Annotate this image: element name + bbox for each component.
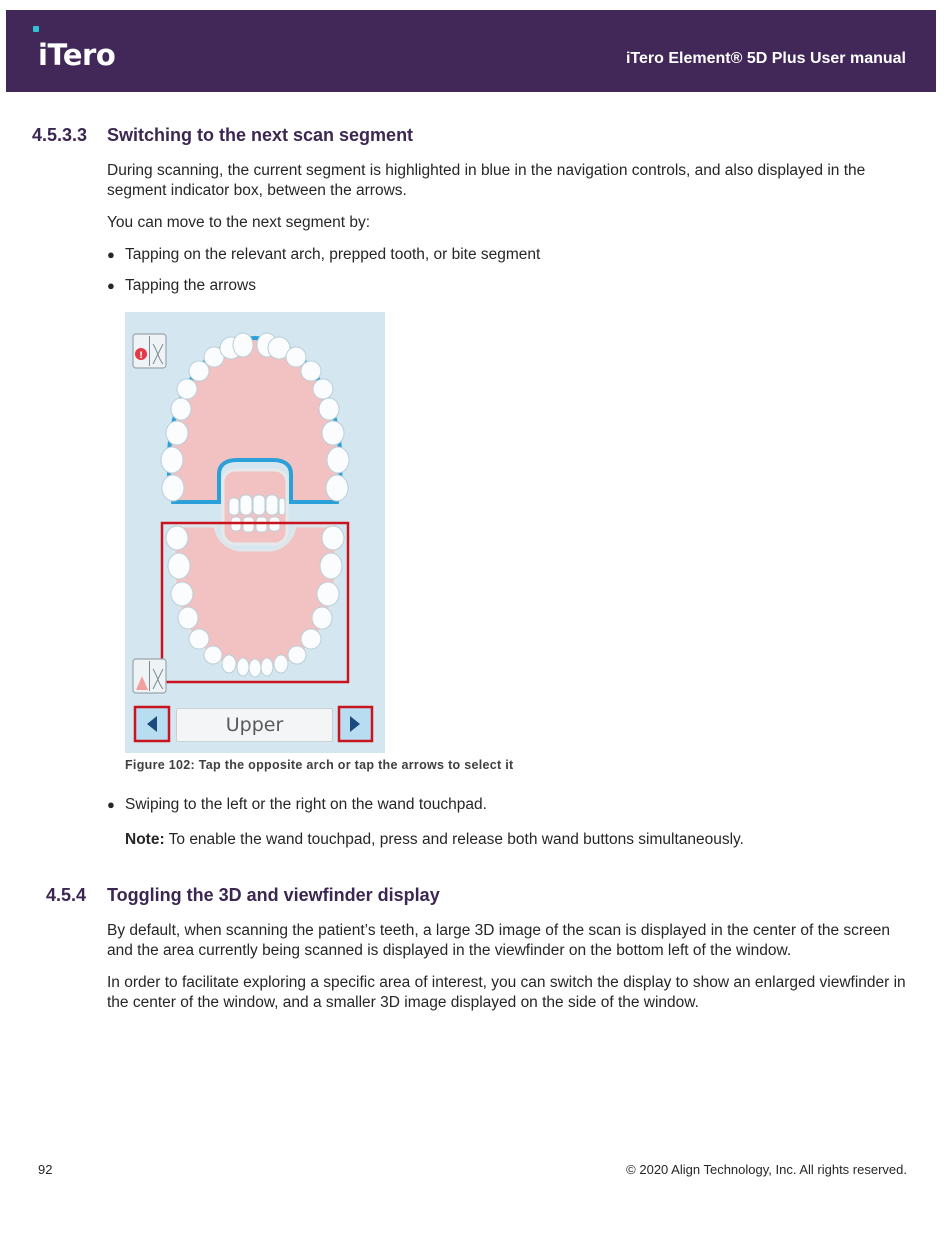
lower-arch-tool-icon[interactable] — [133, 659, 166, 693]
paragraph: During scanning, the current segment is highlighted in blue in the navigation controls, and also displayed in the segment indicator box, between the arrows. — [107, 162, 866, 199]
paragraph: In order to facilitate exploring a specific area of interest, you can switch the display to show an enlarged viewfinder in the center of the window, and a smaller 3D image displayed on the side of the window. — [107, 974, 906, 1011]
list-item-text: Tapping the arrows — [125, 277, 256, 294]
segment-indicator-label: Upper — [225, 714, 284, 736]
page-header — [6, 10, 936, 92]
note-label: Note: — [125, 831, 165, 848]
next-segment-button[interactable] — [339, 707, 372, 741]
document-title: iTero Element® 5D Plus User manual — [625, 50, 906, 67]
previous-segment-button[interactable] — [135, 707, 169, 741]
segment-indicator-box — [176, 708, 333, 742]
section-title: Switching to the next scan segment — [107, 125, 414, 145]
bite-segment[interactable] — [223, 470, 287, 544]
bullet-icon: ● — [107, 278, 115, 293]
section-number: 4.5.4 — [46, 885, 87, 905]
note-text: To enable the wand touchpad, press and release both wand buttons simultaneously. — [164, 831, 744, 848]
list-item-text: Tapping on the relevant arch, prepped tooth, or bite segment — [125, 246, 541, 263]
itero-logo: iTero — [38, 38, 116, 72]
lower-arch-segment[interactable] — [166, 526, 344, 677]
figure-caption: Figure 102: Tap the opposite arch or tap the arrows to select it — [125, 758, 514, 772]
copyright-notice: © 2020 Align Technology, Inc. All rights reserved. — [626, 1162, 907, 1177]
note — [125, 830, 744, 850]
bullet-icon: ● — [107, 247, 115, 262]
section-title: Toggling the 3D and viewfinder display — [107, 885, 440, 905]
bullet-icon: ● — [107, 797, 115, 812]
logo-accent-dot — [33, 26, 39, 32]
list-item-text: Swiping to the left or the right on the wand touchpad. — [125, 796, 487, 813]
page-number: 92 — [38, 1162, 53, 1177]
svg-text:!: ! — [138, 351, 144, 361]
arch-navigation-figure — [125, 312, 385, 753]
section-number: 4.5.3.3 — [32, 125, 88, 145]
paragraph: You can move to the next segment by: — [107, 214, 371, 231]
upper-arch-tool-icon[interactable] — [133, 334, 166, 368]
paragraph: By default, when scanning the patient’s teeth, a large 3D image of the scan is displayed in the center of the screen and the area currently being scanned is displayed in the viewfinder on the bottom left of the window. — [107, 922, 890, 959]
arch-diagram — [125, 312, 385, 753]
